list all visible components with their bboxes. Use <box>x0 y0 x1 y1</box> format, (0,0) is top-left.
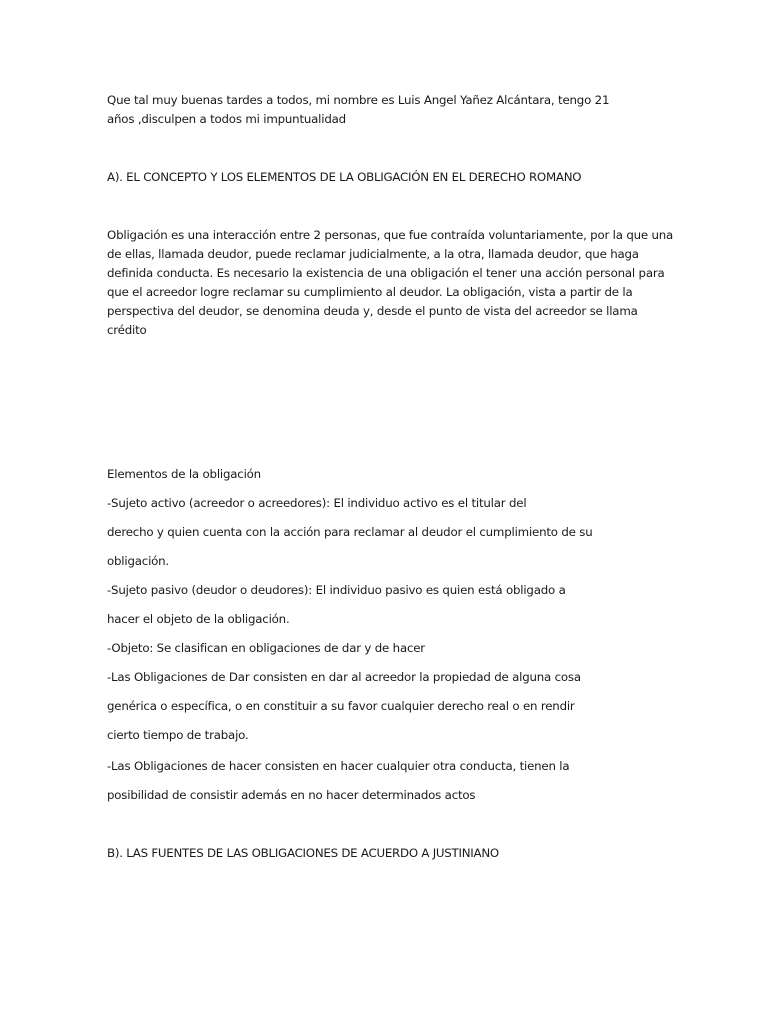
elements-line-10: -Las Obligaciones de hacer consisten en hacer cualquier otra conducta, tienen la <box>107 759 570 773</box>
definition-line-1: Obligación es una interacción entre 2 personas, que fue contraída voluntariamente, por la que una <box>107 228 674 242</box>
definition-line-5: perspectiva del deudor, se denomina deuda y, desde el punto de vista del acreedor se llama <box>107 304 638 318</box>
elements-line-6: -Objeto: Se clasifican en obligaciones de dar y de hacer <box>107 641 425 655</box>
elements-line-8: genérica o específica, o en constituir a su favor cualquier derecho real o en rendir <box>107 699 575 713</box>
elements-line-1: -Sujeto activo (acreedor o acreedores): El individuo activo es el titular del <box>107 496 527 510</box>
elements-line-11: posibilidad de consistir además en no hacer determinados actos <box>107 788 476 802</box>
greeting-line-1: Que tal muy buenas tardes a todos, mi nombre es Luis Angel Yañez Alcántara, tengo 21 <box>107 93 610 107</box>
section-a-title: A). EL CONCEPTO Y LOS ELEMENTOS DE LA OBLIGACIÓN EN EL DERECHO ROMANO <box>107 170 582 184</box>
definition-line-3: definida conducta. Es necesario la existencia de una obligación el tener una acción personal para <box>107 266 665 280</box>
elements-title: Elementos de la obligación <box>107 467 261 481</box>
elements-line-2: derecho y quien cuenta con la acción para reclamar al deudor el cumplimiento de su <box>107 525 593 539</box>
greeting-line-2: años ,disculpen a todos mi impuntualidad <box>107 112 346 126</box>
section-b-title: B). LAS FUENTES DE LAS OBLIGACIONES DE ACUERDO A JUSTINIANO <box>107 846 499 860</box>
elements-line-4: -Sujeto pasivo (deudor o deudores): El individuo pasivo es quien está obligado a <box>107 583 566 597</box>
definition-line-6: crédito <box>107 323 147 337</box>
definition-line-2: de ellas, llamada deudor, puede reclamar judicialmente, a la otra, llamada deudor, que haga <box>107 247 639 261</box>
elements-line-3: obligación. <box>107 554 169 568</box>
elements-line-5: hacer el objeto de la obligación. <box>107 612 290 626</box>
definition-line-4: que el acreedor logre reclamar su cumplimiento al deudor. La obligación, vista a partir de la <box>107 285 633 299</box>
elements-line-7: -Las Obligaciones de Dar consisten en dar al acreedor la propiedad de alguna cosa <box>107 670 581 684</box>
elements-line-9: cierto tiempo de trabajo. <box>107 728 249 742</box>
